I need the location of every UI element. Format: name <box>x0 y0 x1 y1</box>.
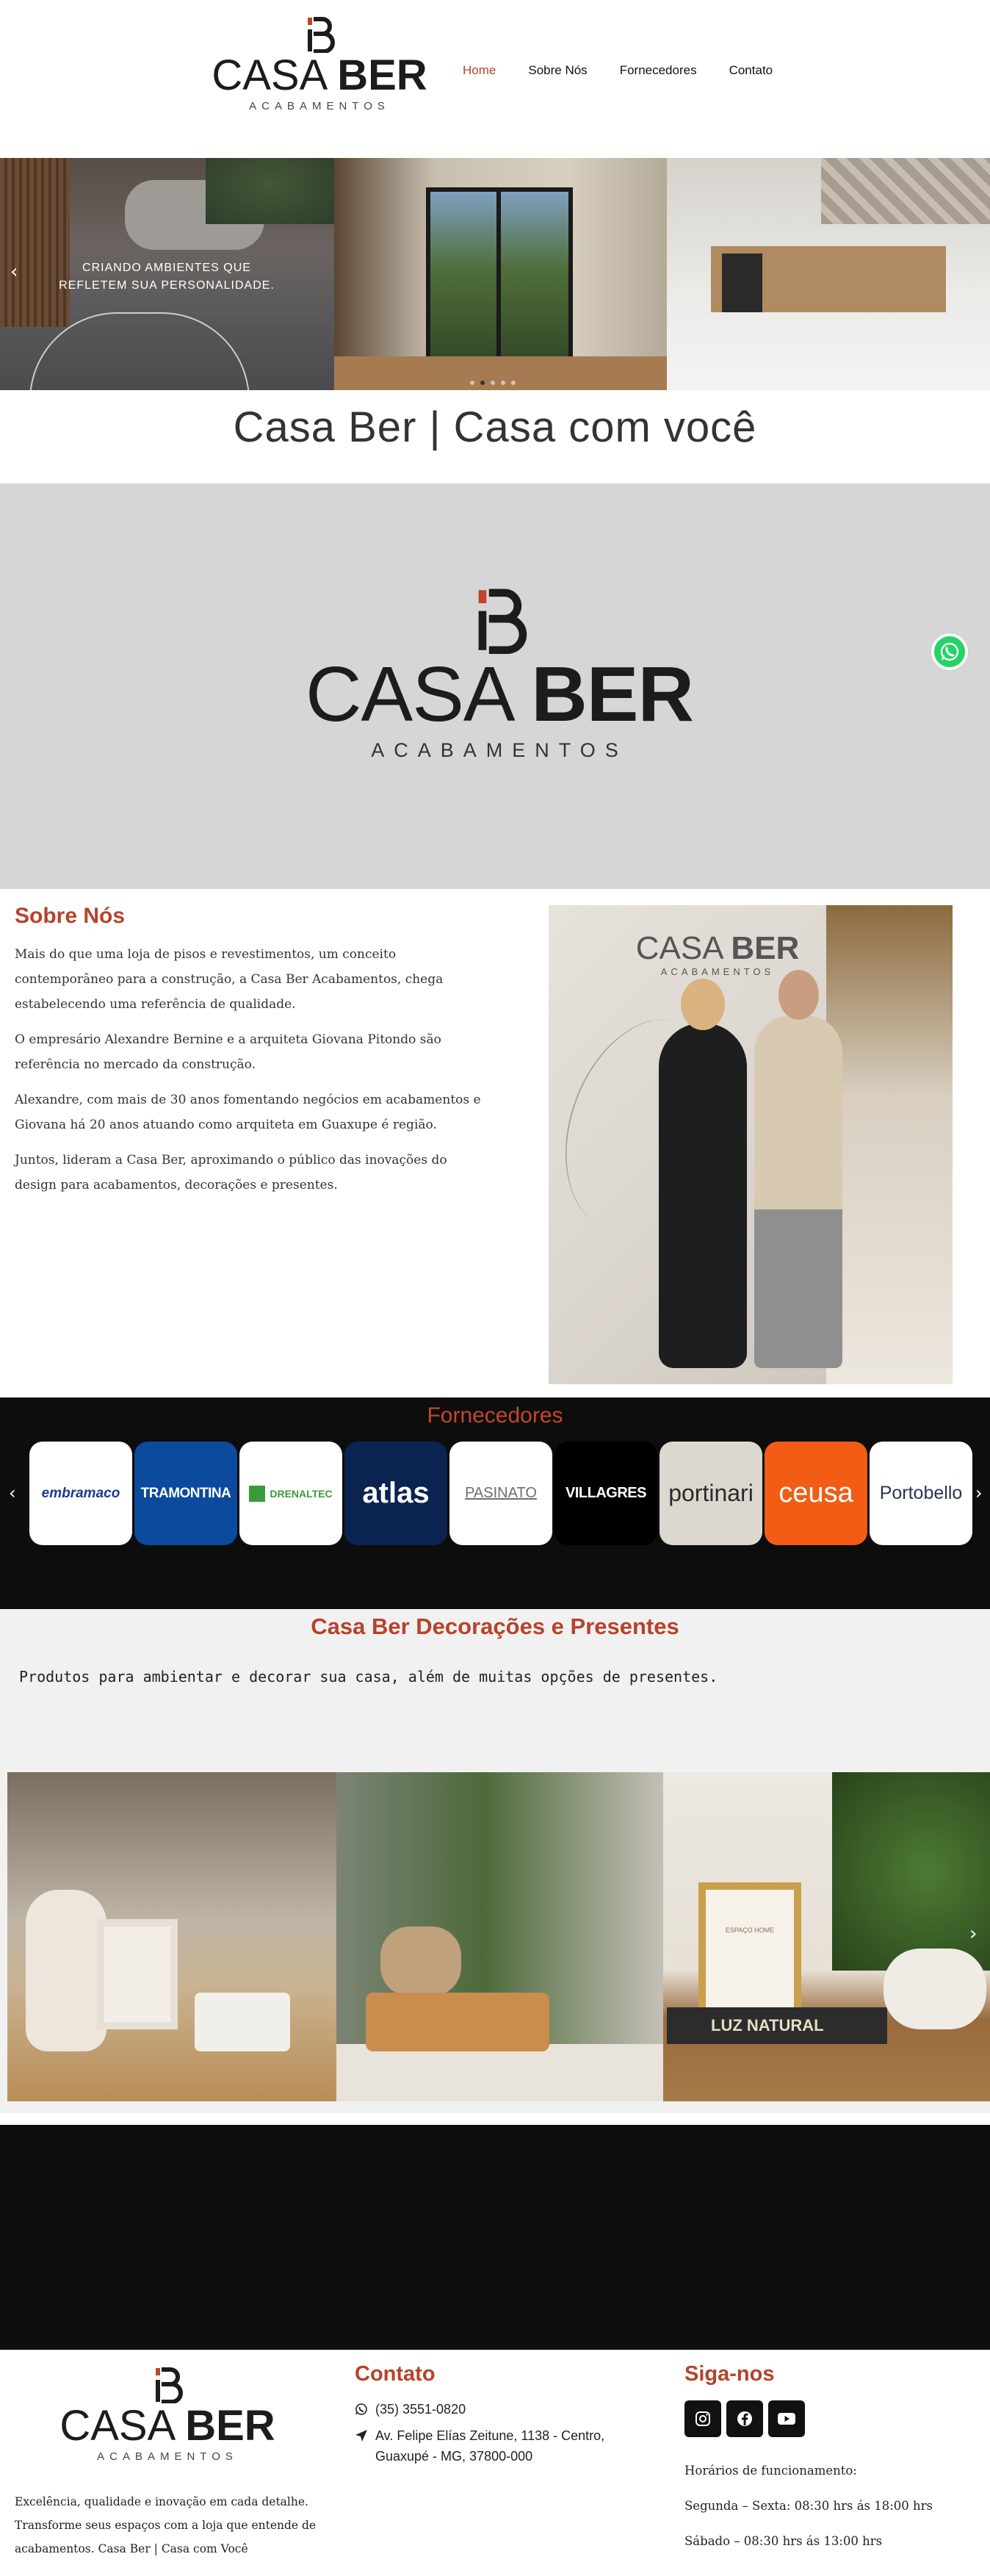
decor-title: Casa Ber Decorações e Presentes <box>311 1613 679 1639</box>
supplier-logo-portinari[interactable]: portinari <box>660 1442 762 1545</box>
footer-contato-title: Contato <box>355 2362 436 2386</box>
banner-logo <box>272 586 727 762</box>
footer-phone[interactable]: (35) 3551-0820 <box>355 2399 466 2420</box>
about-paragraph: Alexandre, com mais de 30 anos fomentando negócios em acabamentos e Giovana há 20 anos atuando como arquiteta em Guaxupe é região. <box>15 1093 481 1132</box>
slider-dot[interactable] <box>511 381 516 385</box>
about-text <box>15 942 485 1208</box>
casa-ber-logo-mark-icon <box>471 586 528 654</box>
banner-wordmark: CASA BER <box>305 651 694 738</box>
youtube-icon[interactable] <box>768 2400 805 2437</box>
slider-dot[interactable] <box>491 381 495 385</box>
footer-wordmark: CASA BER <box>59 2402 275 2450</box>
nav-fornecedores[interactable]: Fornecedores <box>619 63 697 77</box>
decor-photo-tray[interactable] <box>336 1772 663 2101</box>
footer-logo <box>57 2367 278 2463</box>
logo-wordmark: CASA BER <box>212 51 427 99</box>
footer-description: Excelência, qualidade e inovação em cada detalhe. Transforme seus espaços com a loja que entende de acabamentos. Casa Ber | Casa com Você <box>15 2495 317 2555</box>
slider-dot[interactable] <box>470 381 474 385</box>
supplier-logo-atlas[interactable]: atlas <box>344 1442 447 1545</box>
hero-slide-living-room <box>0 158 334 390</box>
slider-dot-active[interactable] <box>480 381 485 385</box>
founders-photo <box>549 905 953 1384</box>
slider-dot[interactable] <box>501 381 505 385</box>
brand-banner <box>0 483 990 889</box>
supplier-logo-tramontina[interactable]: TRAMONTINA <box>134 1442 237 1545</box>
supplier-logo-drenaltec[interactable]: DRENALTEC <box>239 1442 342 1545</box>
about-paragraph: Mais do que uma loja de pisos e revestimentos, um conceito contemporâneo para a construção, a Casa Ber Acabamentos, chega estabelecendo uma referência de qualidade. <box>15 947 444 1012</box>
main-nav <box>463 63 773 78</box>
black-band <box>0 2113 990 2350</box>
whatsapp-outline-icon <box>355 2403 368 2416</box>
chevron-right-icon[interactable]: › <box>975 1483 983 1503</box>
supplier-logo-villagres[interactable]: VILLAGRES <box>554 1442 657 1545</box>
supplier-logo-pasinato[interactable]: PASINATO <box>449 1442 552 1545</box>
hero-slide-bathroom <box>334 158 667 390</box>
hero-slider <box>0 158 990 390</box>
nav-sobre-nos[interactable]: Sobre Nós <box>528 63 588 77</box>
footer-logo-tagline: ACABAMENTOS <box>97 2450 238 2463</box>
logo-tagline: ACABAMENTOS <box>249 100 390 112</box>
supplier-logo-embramaco[interactable]: embramaco <box>29 1442 132 1545</box>
casa-ber-logo-mark-icon <box>151 2367 184 2403</box>
about-paragraph: Juntos, lideram a Casa Ber, aproximando o público das inovações do design para acabamentos, decorações e presentes. <box>15 1153 447 1192</box>
decor-section <box>0 1609 990 2113</box>
chevron-right-icon[interactable]: › <box>969 1923 978 1945</box>
social-links <box>684 2400 805 2437</box>
suppliers-section <box>0 1397 990 1609</box>
banner-tagline: ACABAMENTOS <box>371 739 628 761</box>
about-paragraph: O empresário Alexandre Bernine e a arquiteta Giovana Pitondo são referência no mercado da construção. <box>15 1032 441 1072</box>
chevron-left-icon[interactable]: ‹ <box>10 261 18 283</box>
page-tagline: Casa Ber | Casa com você <box>233 403 757 451</box>
supplier-logo-portobello[interactable]: Portobello <box>870 1442 972 1545</box>
about-title: Sobre Nós <box>15 904 126 928</box>
instagram-icon[interactable] <box>684 2400 721 2437</box>
hero-slide-kitchen <box>667 158 990 390</box>
supplier-logo-ceusa[interactable]: ceusa <box>765 1442 867 1545</box>
nav-home[interactable]: Home <box>463 63 496 77</box>
chevron-left-icon[interactable]: ‹ <box>9 1483 16 1503</box>
header-logo[interactable] <box>209 16 430 112</box>
decor-description: Produtos para ambientar e decorar sua casa, além de muitas opções de presentes. <box>19 1668 718 1685</box>
site-footer <box>0 2350 990 2576</box>
site-header <box>0 0 990 158</box>
decor-gallery <box>7 1772 990 2101</box>
footer-address[interactable]: Av. Felipe Elías Zeitune, 1138 - Centro, Guaxupé - MG, 37800-000 <box>355 2425 604 2467</box>
slider-dots <box>470 381 516 385</box>
hero-caption: CRIANDO AMBIENTES QUE REFLETEM SUA PERSONALIDADE. <box>59 262 275 292</box>
suppliers-carousel <box>29 1442 972 1545</box>
whatsapp-icon[interactable] <box>931 633 968 670</box>
photo-wall-logo: CASA BER ACABAMENTOS <box>635 930 800 977</box>
about-section <box>0 889 990 1397</box>
nav-contato[interactable]: Contato <box>729 63 773 77</box>
opening-hours: Horários de funcionamento: Segunda – Sexta: 08:30 hrs ás 18:00 hrs Sábado – 08:30 hrs ás 13:00 hrs <box>684 2464 933 2548</box>
casa-ber-logo-mark-icon <box>303 16 336 53</box>
location-arrow-icon <box>355 2429 368 2442</box>
decor-photo-frame[interactable]: ESPAÇO HOME LUZ NATURAL <box>663 1772 990 2101</box>
facebook-icon[interactable] <box>726 2400 763 2437</box>
footer-siga-title: Siga-nos <box>684 2362 775 2386</box>
suppliers-title: Fornecedores <box>427 1403 563 1428</box>
decor-photo-vase[interactable] <box>7 1772 336 2101</box>
